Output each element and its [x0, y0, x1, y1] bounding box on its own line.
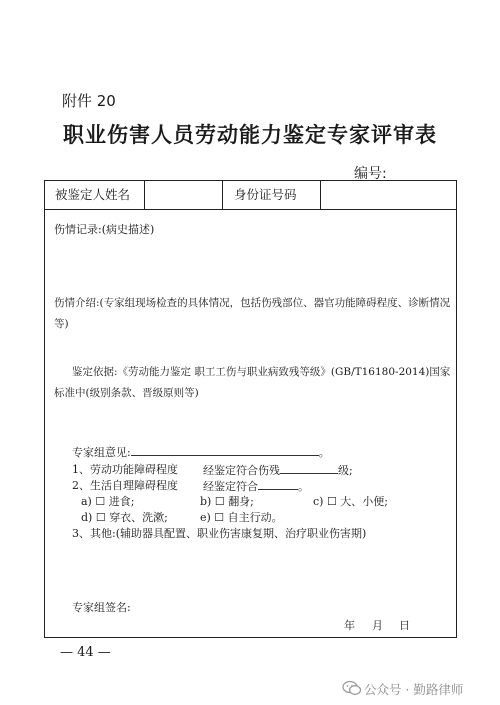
- disability-grade-blank[interactable]: [280, 461, 338, 474]
- signature-label: 专家组签名:: [72, 601, 131, 614]
- opinion-line: [72, 443, 330, 460]
- opinion-blank[interactable]: [131, 443, 319, 456]
- care-option-c[interactable]: c) ☐ 大、小便;: [313, 495, 389, 508]
- wechat-icon: [342, 680, 362, 696]
- opinion-end: 。: [318, 446, 330, 459]
- care-option-a[interactable]: a) ☐ 进食;: [81, 495, 135, 508]
- watermark-text: 公众号 · 勤路律师: [364, 682, 464, 697]
- id-label: 身份证号码: [234, 187, 297, 202]
- id-number-field[interactable]: [321, 181, 456, 209]
- item1-end: 级;: [338, 464, 353, 477]
- item2-line: [203, 477, 309, 494]
- item2-text: 经鉴定符合: [203, 480, 258, 493]
- basis-line1: 鉴定依据:《劳动能力鉴定 职工工伤与职业病致残等级》(GB/T16180-2014)国家: [72, 366, 451, 378]
- page-number: — 44 —: [60, 645, 111, 660]
- injury-intro-line2: 等): [54, 318, 69, 330]
- care-option-d[interactable]: d) ☐ 穿衣、洗漱;: [81, 511, 168, 524]
- opinion-label: 专家组意见:: [72, 446, 131, 459]
- injury-record: 伤情记录:(病史描述): [54, 223, 155, 236]
- appendix-label: 附件 20: [62, 92, 116, 110]
- care-option-e[interactable]: e) ☐ 自主行动。: [200, 511, 283, 524]
- item1-line: [203, 461, 353, 478]
- form-title: 职业伤害人员劳动能力鉴定专家评审表: [63, 122, 437, 147]
- date-day: 日: [399, 619, 410, 632]
- name-label-cell: [45, 181, 145, 209]
- name-field[interactable]: [145, 181, 223, 209]
- item1-label: 1、劳动功能障碍程度: [72, 463, 178, 476]
- injury-intro-line1: 伤情介绍:(专家组现场检查的具体情况，包括伤残部位、器官功能障碍程度、诊断情况: [54, 297, 451, 309]
- item3: 3、其他:(辅助器具配置、职业伤害康复期、治疗职业伤害期): [72, 527, 367, 540]
- item2-label: 2、生活自理障碍程度: [72, 479, 178, 492]
- item2-end: 。: [298, 480, 309, 493]
- assessment-form: [44, 180, 457, 638]
- care-option-b[interactable]: b) ☐ 翻身;: [200, 495, 254, 508]
- name-label: 被鉴定人姓名: [55, 187, 131, 202]
- identity-row: [45, 181, 456, 210]
- id-label-cell: [223, 181, 321, 209]
- self-care-blank[interactable]: [258, 477, 298, 490]
- date-year: 年: [344, 619, 355, 632]
- date-month: 月: [372, 619, 383, 632]
- form-number-label: 编号:: [354, 166, 387, 182]
- basis-line2: 标准中(级别条款、晋级原则等): [54, 387, 199, 399]
- item1-text: 经鉴定符合伤残: [203, 464, 280, 477]
